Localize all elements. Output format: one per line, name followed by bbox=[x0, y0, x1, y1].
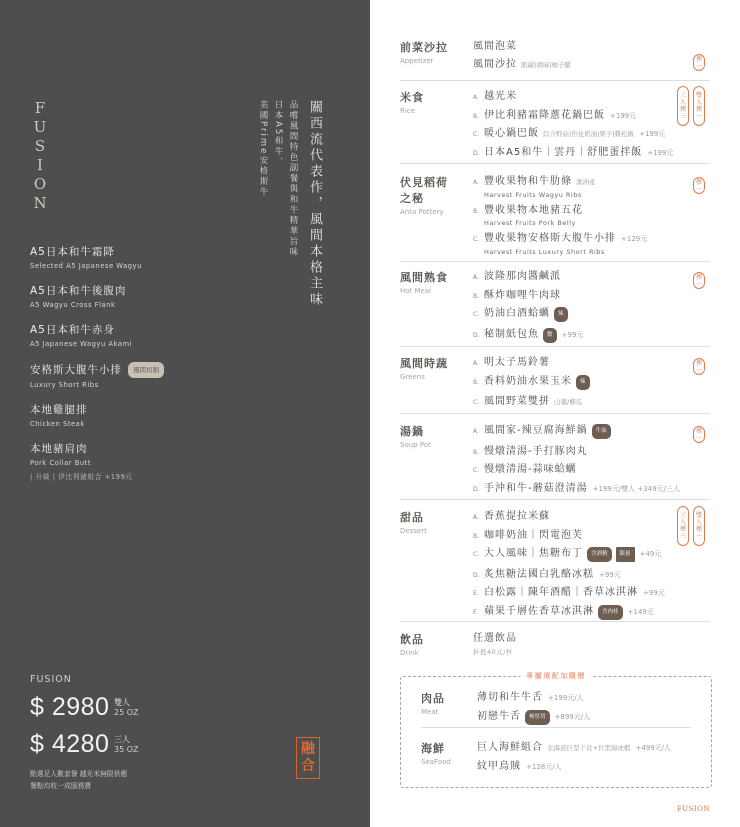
menu-item bbox=[473, 632, 713, 645]
thick-cut-badge: 極厚切 bbox=[525, 710, 550, 725]
item-surcharge: +99元 bbox=[599, 570, 621, 579]
two-choose-one-stamp-icon: 雙 人 擇 一 bbox=[693, 506, 705, 546]
footer-brand: FUSION bbox=[676, 805, 710, 813]
category-subtitle: Hot Meal bbox=[400, 287, 432, 295]
party-size: 三人 bbox=[114, 734, 130, 744]
meat-item bbox=[30, 284, 330, 309]
item-name: 風間野菜雙拼 bbox=[484, 396, 550, 407]
meat-name-en: A5 Japanese Wagyu Akami bbox=[30, 340, 133, 348]
category-title: 風間熟食 bbox=[400, 271, 448, 284]
category-subtitle: Rice bbox=[400, 107, 415, 115]
item-note: 山藥/櫛瓜 bbox=[554, 398, 583, 406]
item-name: 奶油白酒蛤蠣 bbox=[484, 308, 550, 319]
seal-stamp-icon bbox=[296, 737, 320, 779]
main-meat-list bbox=[30, 245, 330, 495]
addon-item bbox=[477, 760, 717, 774]
divider bbox=[400, 163, 710, 164]
divider bbox=[421, 727, 691, 728]
item-surcharge: +199元/人 bbox=[548, 694, 584, 702]
item-name: 酥炸咖哩牛肉球 bbox=[484, 289, 561, 301]
item-note: 凱薩|胡麻|柚子醋 bbox=[521, 60, 571, 69]
price-brand: FUSION bbox=[30, 674, 72, 685]
menu-item: B. 酥炸咖哩牛肉球 bbox=[473, 289, 561, 301]
menu-item: B. 咖啡奶油｜閃電泡芙 bbox=[473, 529, 583, 541]
menu-item: D. 手沖和牛-蘑菇澄清湯 +199元/雙人 +349元/三人 bbox=[473, 482, 681, 494]
category-subtitle: Greens bbox=[400, 373, 425, 381]
item-name: 風間泡菜 bbox=[473, 41, 517, 52]
choose-one-stamp-icon: 擇 一 bbox=[693, 358, 705, 375]
item-surcharge: +499元/人 bbox=[635, 744, 672, 752]
meat-item bbox=[30, 403, 330, 428]
item-name: 伊比利豬霜降蔥花鍋巴飯 bbox=[484, 109, 605, 121]
menu-item: C. 大人風味｜焦糖布丁 含酒精 限量 +49元 bbox=[473, 547, 713, 563]
item-name: 豐收果物和牛肋條 bbox=[484, 176, 572, 187]
menu-item: C. 奶油白酒蛤蠣 辣 bbox=[473, 307, 713, 323]
item-surcharge: +199元 bbox=[647, 148, 674, 157]
right-panel bbox=[370, 0, 740, 827]
cinnamon-badge: 含肉桂 bbox=[598, 605, 623, 620]
meat-item bbox=[30, 442, 330, 481]
meat-name-en: Selected A5 Japanese Wagyu bbox=[30, 262, 142, 270]
tagline-main: 關西流代表作，風間本格主味 bbox=[307, 100, 322, 308]
menu-item: A. 香蕉提拉米蘇 bbox=[473, 511, 550, 522]
choose-one-stamp-icon: 擇 一 bbox=[693, 177, 705, 194]
item-name-en: Harvest Fruits Wagyu Ribs bbox=[484, 190, 582, 199]
category-subtitle: Dessert bbox=[400, 527, 427, 535]
item-name: 蘋果千層佐香草冰淇淋 bbox=[484, 605, 594, 617]
item-name: 日本A5和牛｜雲丹｜舒肥蛋拌飯 bbox=[484, 146, 643, 158]
meat-name: A5日本和牛後腹肉 bbox=[30, 285, 127, 297]
item-surcharge: +199元 bbox=[610, 111, 637, 120]
brand-letter: I bbox=[37, 156, 43, 174]
menu-item: A. 越光米 bbox=[473, 91, 517, 102]
item-name: 明太子馬鈴薯 bbox=[484, 357, 550, 368]
category-title: 之秘 bbox=[400, 192, 424, 205]
brand-letter: N bbox=[33, 194, 47, 212]
cut-badge: 風間切割 bbox=[128, 362, 164, 378]
brand-letter: O bbox=[33, 175, 47, 193]
item-name: 慢燉清湯-蒜味蛤蠣 bbox=[484, 464, 577, 475]
divider bbox=[400, 346, 710, 347]
price-note: 點選足人數套餐 越光米無限供應 bbox=[30, 770, 128, 778]
choose-one-stamp-icon: 擇 一 bbox=[693, 426, 705, 443]
menu-item: D. 炙焦糖法國白乳酪冰糕 +99元 bbox=[473, 568, 621, 580]
category-subtitle: Meat bbox=[421, 708, 439, 716]
choose-one-stamp-icon: 擇 一 bbox=[693, 272, 705, 289]
portion-weight: 35 OZ bbox=[114, 744, 139, 754]
menu-item: D. 日本A5和牛｜雲丹｜舒肥蛋拌飯 +199元 bbox=[473, 146, 674, 158]
menu-item: A. 波隆那肉醬鹹派 bbox=[473, 271, 561, 282]
item-surcharge: +199元 bbox=[639, 130, 666, 138]
item-badge: 牛油 bbox=[592, 424, 611, 439]
divider bbox=[400, 621, 710, 622]
item-name: 巨人海鮮組合 bbox=[477, 742, 543, 753]
menu-item: B. 香料奶油水果玉米 辣 bbox=[473, 375, 713, 391]
menu-item: C. 慢燉清湯-蒜味蛤蠣 bbox=[473, 464, 577, 475]
item-name: 手沖和牛-蘑菇澄清湯 bbox=[484, 482, 588, 494]
category-title: 肉品 bbox=[421, 692, 445, 705]
spicy-badge: 辣 bbox=[554, 307, 568, 322]
meat-name: A5日本和牛赤身 bbox=[30, 324, 115, 336]
menu-item: C. 風間野菜雙拼 山藥/櫛瓜 bbox=[473, 396, 583, 407]
item-surcharge: +899元/人 bbox=[554, 712, 591, 721]
divider bbox=[400, 413, 710, 414]
limited-badge: 限量 bbox=[616, 547, 635, 562]
meat-item bbox=[30, 323, 330, 348]
item-surcharge: +99元 bbox=[561, 330, 584, 339]
meat-name: 本地雞腿排 bbox=[30, 404, 88, 416]
item-name-en: Harvest Fruits Pork Belly bbox=[484, 219, 576, 227]
category-subtitle: Soup Pot bbox=[400, 441, 431, 449]
item-name: 香料奶油水果玉米 bbox=[484, 375, 572, 387]
item-name-en: Harvest Fruits Luxury Short Ribs bbox=[484, 247, 605, 256]
item-surcharge: +99元 bbox=[643, 589, 665, 597]
spicy-badge: 微 bbox=[543, 328, 557, 343]
category-subtitle: Anta Pottery bbox=[400, 208, 444, 216]
category-title: 風間時蔬 bbox=[400, 357, 448, 370]
category-title: 甜品 bbox=[400, 511, 424, 524]
item-name: 豐收果物本地豬五花 bbox=[484, 204, 583, 216]
menu-item: B. 慢燉清湯-手打豚肉丸 bbox=[473, 445, 588, 457]
choose-one-stamp-icon: 擇 一 bbox=[693, 54, 705, 71]
item-name: 秘制紙包魚 bbox=[484, 328, 539, 340]
divider bbox=[400, 261, 710, 262]
item-name: 慢燉清湯-手打豚肉丸 bbox=[484, 445, 588, 457]
menu-item: C. 豐收果物安格斯大腹牛小排 +129元 bbox=[473, 233, 648, 244]
seal-char: 合 bbox=[301, 758, 315, 774]
brand-letter: F bbox=[34, 99, 46, 117]
three-choose-three-stamp-icon: 三 人 擇 三 bbox=[677, 506, 689, 546]
upgrade-note: | 升級 | 伊比利豬組合 +199元 bbox=[30, 473, 133, 481]
item-name: 白松露｜陳年酒醋｜香草冰淇淋 bbox=[484, 587, 638, 598]
tagline-sub: 日本A5和牛、 bbox=[273, 100, 283, 168]
item-name: 大人風味｜焦糖布丁 bbox=[484, 548, 583, 559]
category-subtitle: Drink bbox=[400, 649, 419, 657]
item-note: 折抵40元/杯 bbox=[473, 647, 513, 656]
menu-item: A. 風間家-辣豆腐海鮮鍋 牛油 bbox=[473, 424, 713, 440]
addon-item bbox=[477, 710, 717, 726]
item-name: 風間家-辣豆腐海鮮鍋 bbox=[484, 425, 588, 436]
category-subtitle: SeaFood bbox=[421, 758, 451, 766]
item-note: 北海道巨型干貝+巨型海虎蝦 bbox=[547, 744, 631, 752]
menu-item: A. 明太子馬鈴薯 bbox=[473, 357, 550, 368]
item-surcharge: +199元/雙人 +349元/三人 bbox=[592, 484, 681, 493]
item-note: 綜合野菇|焦化奶油|栗子|雞松飯 bbox=[543, 130, 635, 138]
meat-name: 安格斯大腹牛小排 bbox=[30, 364, 122, 376]
item-surcharge: +149元 bbox=[627, 607, 654, 616]
price-row bbox=[30, 693, 330, 722]
item-name: 初戀牛舌 bbox=[477, 710, 521, 722]
item-name: 豐收果物安格斯大腹牛小排 bbox=[484, 233, 616, 244]
item-surcharge: +129元 bbox=[621, 235, 648, 243]
meat-item bbox=[30, 245, 330, 270]
price-amount: $ 2980 bbox=[30, 693, 110, 721]
menu-item: B. 伊比利豬霜降蔥花鍋巴飯 +199元 bbox=[473, 109, 637, 121]
item-name: 炙焦糖法國白乳酪冰糕 bbox=[484, 568, 594, 580]
divider bbox=[400, 80, 710, 81]
category-subtitle: Appetizer bbox=[400, 57, 434, 65]
item-note: 澳洲產 bbox=[576, 178, 596, 186]
category-title: 伏見稻荷 bbox=[400, 176, 448, 189]
category-title: 湯鍋 bbox=[400, 425, 424, 438]
item-surcharge: +49元 bbox=[639, 550, 662, 558]
alcohol-badge: 含酒精 bbox=[587, 547, 612, 562]
meat-name-en: Chicken Steak bbox=[30, 420, 85, 428]
meat-name-en: Pork Collar Butt bbox=[30, 459, 92, 467]
addon-item bbox=[477, 741, 717, 755]
item-name: 香蕉提拉米蘇 bbox=[484, 511, 550, 522]
addon-item bbox=[477, 691, 717, 705]
two-choose-one-stamp-icon: 雙 人 擇 一 bbox=[693, 86, 705, 126]
item-name: 紋甲烏賊 bbox=[477, 760, 521, 772]
menu-item: C. 暖心鍋巴飯 綜合野菇|焦化奶油|栗子|雞松飯 +199元 bbox=[473, 128, 666, 139]
item-name: 波隆那肉醬鹹派 bbox=[484, 271, 561, 282]
addon-box bbox=[400, 672, 712, 788]
brand-letter: S bbox=[34, 137, 46, 155]
spicy-badge: 辣 bbox=[576, 375, 590, 390]
three-choose-three-stamp-icon: 三 人 擇 三 bbox=[677, 86, 689, 126]
price-row bbox=[30, 730, 330, 759]
menu-item: D. 秘制紙包魚 微 +99元 bbox=[473, 328, 713, 344]
divider bbox=[400, 499, 710, 500]
meat-name: A5日本和牛霜降 bbox=[30, 246, 115, 258]
item-name: 任選飲品 bbox=[473, 633, 517, 644]
menu-item: F. 蘋果千層佐香草冰淇淋 含肉桂 +149元 bbox=[473, 605, 713, 621]
price-note: 餐點均收一成服務費 bbox=[30, 782, 92, 790]
price-block bbox=[30, 674, 330, 792]
item-name: 風間沙拉 bbox=[473, 58, 517, 70]
menu-item: B. 豐收果物本地豬五花 bbox=[473, 204, 583, 216]
price-amount: $ 4280 bbox=[30, 730, 110, 758]
brand-letter: U bbox=[33, 118, 47, 136]
category-title: 飲品 bbox=[400, 633, 424, 646]
party-size: 雙人 bbox=[114, 697, 130, 707]
menu-item bbox=[473, 40, 713, 53]
menu-item bbox=[473, 58, 713, 72]
category-title: 海鮮 bbox=[421, 742, 445, 755]
brand-vertical bbox=[32, 100, 48, 211]
section-appetizer bbox=[400, 40, 710, 76]
item-name: 咖啡奶油｜閃電泡芙 bbox=[484, 529, 583, 541]
item-name: 薄切和牛牛舌 bbox=[477, 692, 543, 703]
tagline-sub: 美國Prime安格斯牛 bbox=[258, 100, 268, 198]
category-title: 前菜沙拉 bbox=[400, 41, 448, 54]
item-name: 越光米 bbox=[484, 91, 517, 102]
meat-name-en: A5 Wagyu Cross Flank bbox=[30, 301, 116, 309]
seal-char: 融 bbox=[301, 741, 315, 757]
menu-item: A. 豐收果物和牛肋條 澳洲產 bbox=[473, 176, 596, 187]
portion-weight: 25 OZ bbox=[114, 707, 139, 717]
item-name: 暖心鍋巴飯 bbox=[484, 128, 539, 139]
meat-name: 本地豬肩肉 bbox=[30, 443, 88, 455]
menu-item: E. 白松露｜陳年酒醋｜香草冰淇淋 +99元 bbox=[473, 587, 665, 598]
tagline-sub: 品嚐風間特色副餐與和牛精華旨味 bbox=[288, 100, 298, 258]
addon-title: 專屬選配加購價 bbox=[520, 671, 592, 681]
item-surcharge: +128元/人 bbox=[526, 762, 562, 771]
meat-item bbox=[30, 362, 330, 389]
meat-name-en: Luxury Short Ribs bbox=[30, 381, 99, 389]
category-title: 米食 bbox=[400, 91, 424, 104]
